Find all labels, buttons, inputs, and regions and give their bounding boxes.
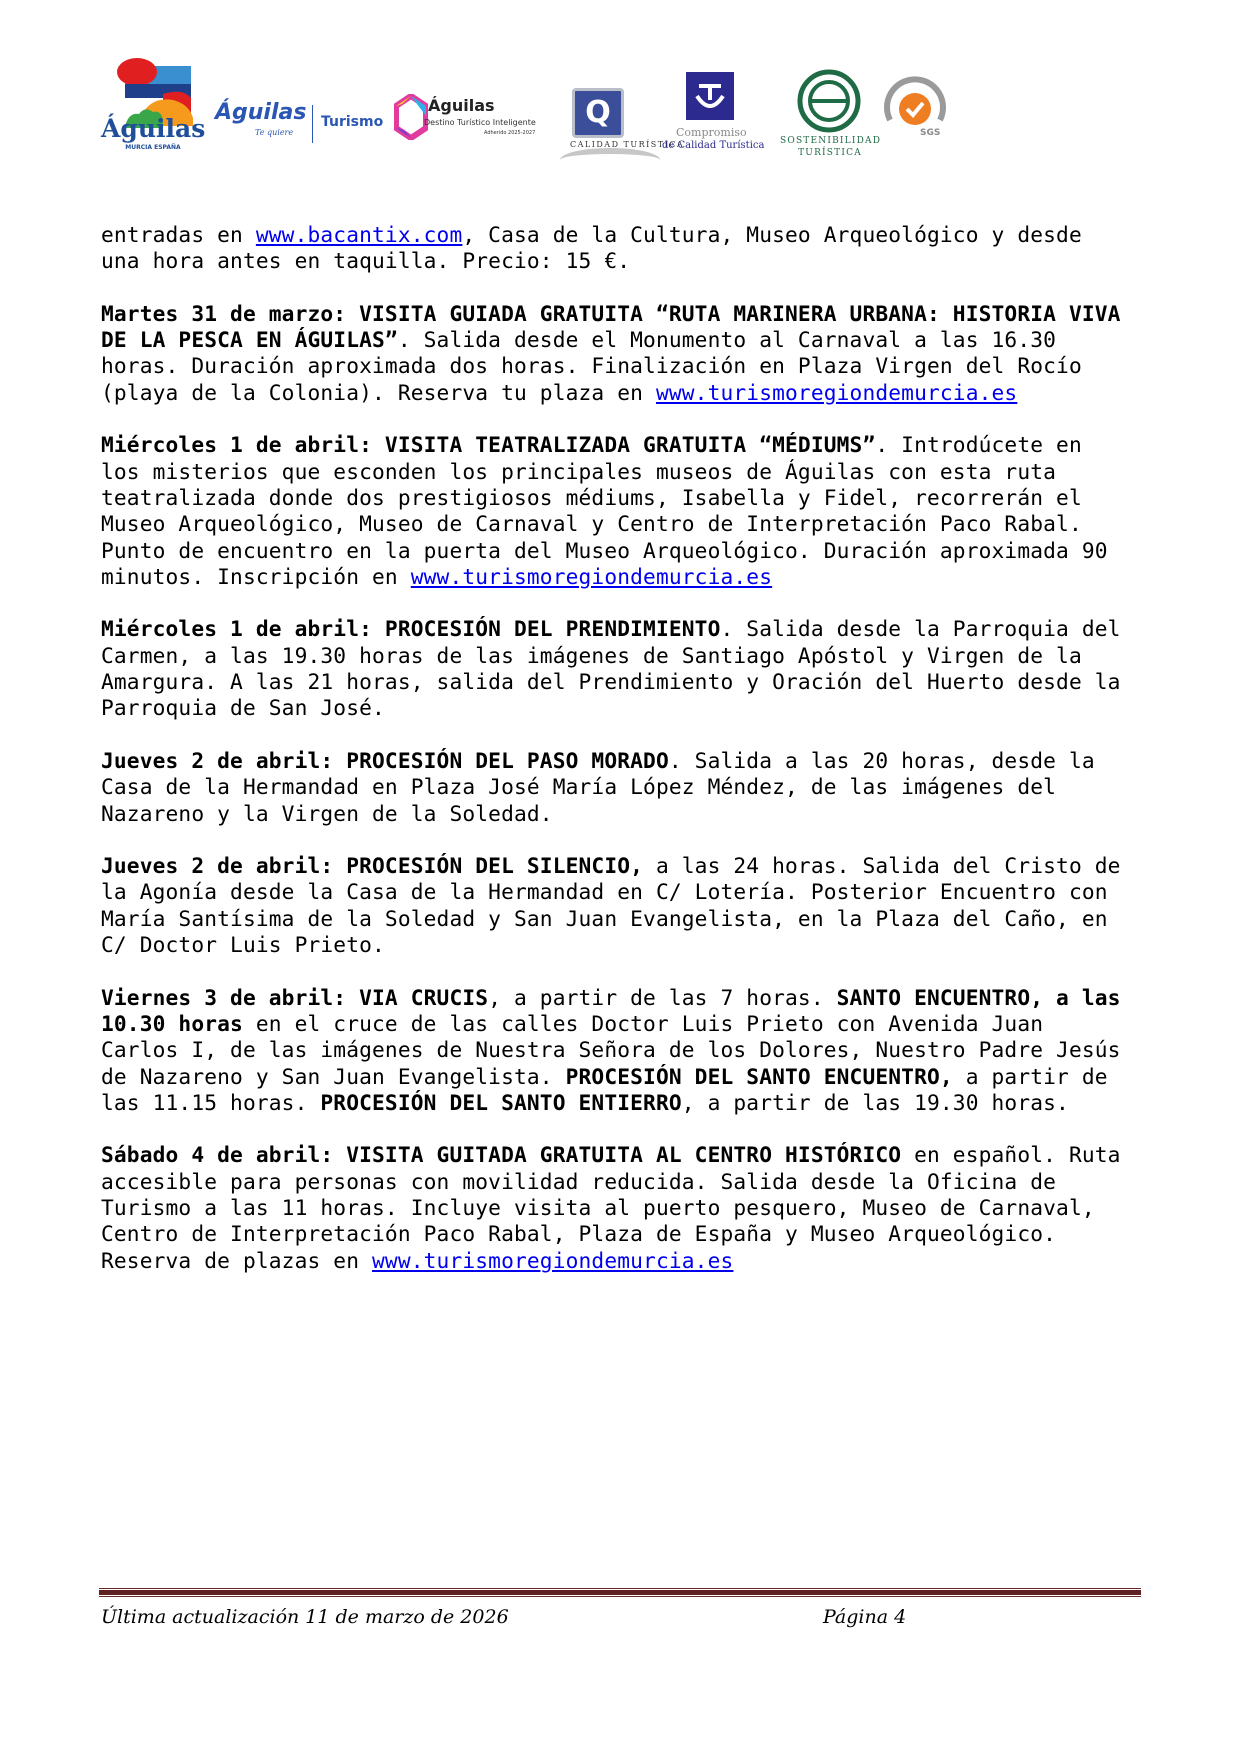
turismo-region-murcia-link[interactable]: www.turismoregiondemurcia.es [410,563,773,589]
sgs-iso-9001-logo [882,76,948,142]
logo-subtitle: de Calidad Turística [662,140,765,151]
event-paso-morado [101,748,1121,827]
sostenibilidad-turistica-logo [780,66,880,161]
aguilas-te-quiere-logo [215,100,385,150]
calidad-turistica-q-logo [560,82,685,167]
logo-subtitle-2: TURÍSTICA [798,148,862,158]
event-description: , a partir de las 7 horas. [488,984,837,1010]
turismo-region-murcia-link[interactable]: www.turismoregiondemurcia.es [372,1247,734,1273]
event-silencio [101,853,1121,958]
aguilas-murcia-logo [101,54,206,154]
footer-divider [99,1588,1141,1597]
event-description: . Salida desde la Parroquia del Carmen, a las 19.30 horas de las imágenes de Santiago Apóstol y Virgen de la Amargura. A las 21 horas, salida del Prendimiento y Oración del Huerto desde la Parroquia de San José. [101,616,1121,721]
logo-subtitle-2: Adherido 2025-2027 [484,130,536,136]
logo-title: Águilas [428,96,495,115]
logo-title: Compromiso [676,126,747,139]
event-description: a las 24 horas. Salida del Cristo de la Agonía desde la Casa de la Hermandad en C/ Lotería. Posterior Encuentro con María Santísima de la Soledad y San Juan Evangelista, en la Plaza del Caño, en C/ Doctor Luis Prieto. [101,853,1121,958]
logo-title: Águilas [215,100,307,125]
event-description: . Introdúcete en los misterios que esconden los principales museos de Águilas con esta ruta teatralizada donde dos prestigiosos médiums, Isabella y Fidel, recorrerán el Museo Arqueológico, Museo de Carnaval y Centro de Interpretación Paco Rabal. Punto de encuentro en la puerta del Museo Arqueológico. Duración aproximada 90 minutos. Inscripción en [101,432,1108,589]
event-description: en el cruce de las calles Doctor Luis Prieto con Avenida Juan Carlos I, de las imágenes de Nuestra Señora de los Dolores, Nuestro Padre Jesús de Nazareno y San Juan Evangelista. [101,1010,1121,1089]
event-centro-historico [101,1142,1121,1273]
event-heading: Jueves 2 de abril: PROCESIÓN DEL SILENCIO, [101,853,644,879]
destino-turistico-inteligente-logo [394,94,544,144]
event-ruta-marinera [101,301,1121,406]
event-description: a partir de las 11.15 horas. [101,1063,1108,1115]
event-subheading-santo-entierro: PROCESIÓN DEL SANTO ENTIERRO [320,1089,682,1115]
logo-subtitle: MURCIA ESPAÑA [125,144,181,151]
event-listing [101,222,1121,1300]
footer-rule-thin [99,1596,1141,1597]
event-description: . Salida a las 20 horas, desde la Casa de la Hermandad en Plaza José María López Méndez, de las imágenes del Nazareno y la Virgen de la Soledad. [101,747,1095,826]
text: , Casa de la Cultura, Museo Arqueológico y desde una hora antes en taquilla. Precio: 15 €. [101,222,1082,274]
logo-turismo-label: Turismo [321,114,384,130]
logo-subtitle: Destino Turístico Inteligente [424,118,536,127]
sostenibilidad-s-icon [796,68,862,134]
text: entradas en [101,222,256,247]
event-viernes-santo [101,985,1121,1116]
logo-title: Águilas [101,114,206,143]
footer-rule-thick [99,1590,1141,1595]
turismo-region-murcia-link[interactable]: www.turismoregiondemurcia.es [655,379,1018,405]
logo-subtitle: CALIDAD TURÍSTICA [570,140,685,149]
event-mediums [101,432,1121,590]
last-updated-text: Última actualización 11 de marzo de 2026 [101,1606,509,1628]
dti-hexagon-icon [394,94,428,140]
logo-divider [312,105,313,143]
header-logos [0,0,1241,190]
compromiso-ut-icon [686,72,734,120]
event-prendimiento [101,616,1121,721]
event-description: , a partir de las 19.30 horas. [681,1089,1069,1115]
sgs-label: SGS [920,128,941,138]
paragraph-ticketing [101,222,1121,275]
event-heading: Miércoles 1 de abril: VISITA TEATRALIZADA GRATUITA “MÉDIUMS” [101,432,876,458]
compromiso-calidad-logo [662,72,765,157]
footer-rule-thin [99,1588,1141,1589]
event-heading: Martes 31 de marzo: VISITA GUIADA GRATUITA “RUTA MARINERA URBANA: HISTORIA VIVA DE LA PESCA EN ÁGUILAS” [101,300,1121,353]
page-number: Página 4 [823,1606,907,1628]
event-heading: Miércoles 1 de abril: PROCESIÓN DEL PRENDIMIENTO [101,616,721,642]
swoosh-decoration [560,148,660,172]
event-description: en español. Ruta accesible para personas con movilidad reducida. Salida desde la Oficina de Turismo a las 11 horas. Incluye visita al puerto pesquero, Museo de Carnaval, Centro de Interpretación Paco Rabal, Plaza de España y Museo Arqueológico. Reserva de plazas en [101,1142,1121,1273]
event-description: . Salida desde el Monumento al Carnaval a las 16.30 horas. Duración aproximada dos horas. Finalización en Plaza Virgen del Rocío (playa de la Colonia). Reserva tu plaza en [101,327,1082,405]
event-subheading-santo-encuentro: SANTO ENCUENTRO, a las 10.30 horas [101,984,1121,1036]
event-heading: Sábado 4 de abril: VISITA GUITADA GRATUITA AL CENTRO HISTÓRICO [101,1142,902,1168]
event-subheading-procesion-santo-encuentro: PROCESIÓN DEL SANTO ENCUENTRO, [565,1063,953,1089]
bacantix-link[interactable]: www.bacantix.com [255,222,463,247]
logo-tagline: Te quiere [255,128,294,137]
event-heading: Viernes 3 de abril: VIA CRUCIS [101,984,489,1010]
event-heading: Jueves 2 de abril: PROCESIÓN DEL PASO MORADO [101,747,669,773]
q-badge: Q [572,88,624,138]
logo-subtitle: SOSTENIBILIDAD [780,136,882,146]
